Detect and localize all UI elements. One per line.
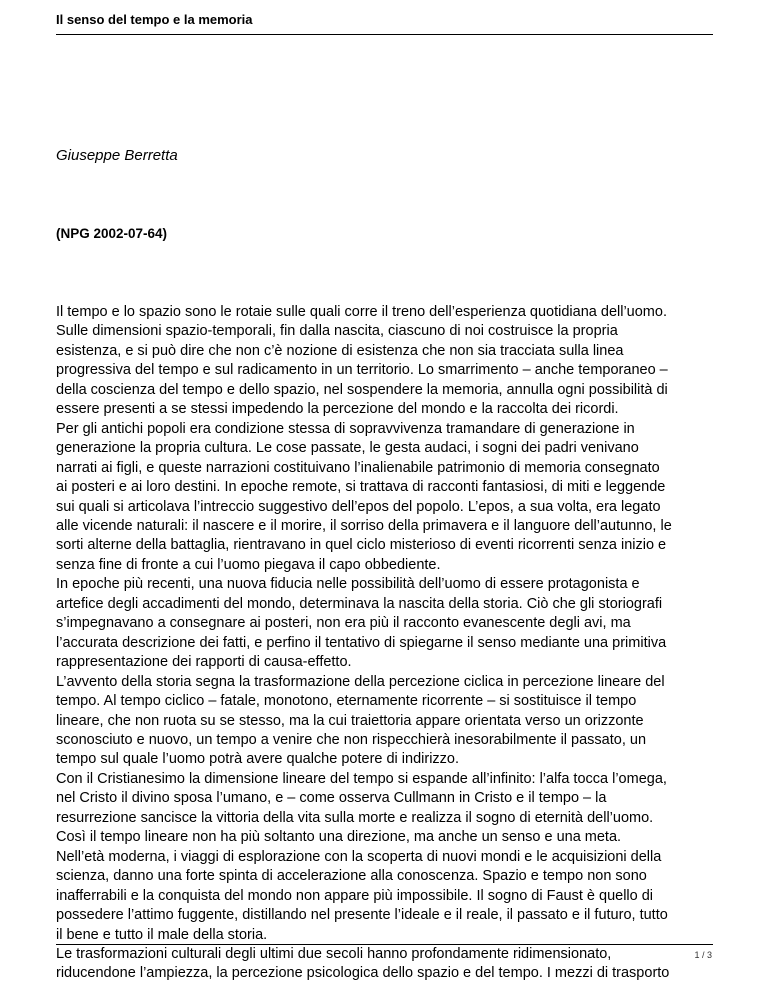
body-line: essere presenti a se stessi impedendo la percezione del mondo e la raccolta dei ricordi.	[56, 401, 619, 418]
body-line: lineare, che non ruota su se stesso, ma la cui traiettoria appare orientata verso un orizzonte	[56, 712, 644, 729]
body-line: Nell’età moderna, i viaggi di esplorazione con la scoperta di nuovi mondi e le acquisizioni della	[56, 848, 662, 865]
body-line: generazione la propria cultura. Le cose passate, le gesta audaci, i sogni dei padri venivano	[56, 440, 639, 457]
footer-divider	[56, 944, 713, 945]
author-name: Giuseppe Berretta	[56, 147, 178, 164]
body-line: inafferrabili e la conquista del mondo non appare più impossibile. Il sogno di Faust è quello di	[56, 887, 654, 904]
page-header-title: Il senso del tempo e la memoria	[56, 12, 253, 27]
body-line: Il tempo e lo spazio sono le rotaie sulle quali corre il treno dell’esperienza quotidiana dell’uomo.	[56, 304, 667, 320]
body-line: possedere l’attimo fuggente, distillando nel presente l’ideale e il reale, il passato e il futuro, tutto	[56, 907, 668, 924]
body-line: l’accurata descrizione dei fatti, e perfino il tentativo di spiegarne il senso mediante una primitiva	[56, 634, 667, 651]
body-line: Così il tempo lineare non ha più soltanto una direzione, ma anche un senso e una meta.	[56, 829, 622, 846]
body-line: s’impegnavano a consegnare ai posteri, non era più il racconto evanescente degli avi, ma	[56, 615, 631, 632]
body-line: senza fine di fronte a cui l’uomo piegava il capo obbediente.	[56, 556, 441, 573]
body-line: Per gli antichi popoli era condizione stessa di sopravvivenza tramandare di generazione in	[56, 420, 635, 437]
body-line: rappresentazione dei rapporti di causa-effetto.	[56, 654, 352, 671]
body-line: sorti alterne della battaglia, rientravano in quel ciclo misterioso di eventi ricorrenti senza inizio e	[56, 537, 667, 554]
body-line: artefice degli accadimenti del mondo, determinava la nascita della storia. Ciò che gli storiografi	[56, 595, 663, 612]
body-line: tempo sul quale l’uomo potrà avere qualche potere di indirizzo.	[56, 751, 460, 768]
body-line: tempo. Al tempo ciclico – fatale, monotono, eternamente ricorrente – si sostituisce il tempo	[56, 693, 637, 710]
article-reference: (NPG 2002-07-64)	[56, 226, 168, 241]
body-line: progressiva del tempo e sul radicamento in un territorio. Lo smarrimento – anche temporaneo –	[56, 362, 668, 379]
header-divider	[56, 34, 713, 35]
body-line: il bene e tutto il male della storia.	[56, 926, 268, 943]
body-line: nel Cristo il divino sposa l’umano, e – come osserva Cullmann in Cristo e il tempo – la	[56, 790, 607, 807]
body-line: narrati ai figli, e queste narrazioni costituivano l’inalienabile patrimonio di memoria consegnato	[56, 459, 660, 476]
body-line: sconosciuto e nuovo, un tempo a venire che non rispecchierà inesorabilmente il passato, un	[56, 731, 647, 748]
article-body	[56, 303, 716, 984]
body-line: alle vicende naturali: il nascere e il morire, il sorriso della primavera e il languore dell’autunno, le	[56, 517, 672, 534]
page-number: 1 / 3	[694, 950, 712, 960]
body-line: scienza, danno una forte spinta di accelerazione alla conoscenza. Spazio e tempo non sono	[56, 868, 647, 885]
body-line: resurrezione sancisce la vittoria della vita sulla morte e realizza il sogno di eternità dell’uomo.	[56, 809, 654, 826]
body-line: della coscienza del tempo e dello spazio, nel sospendere la memoria, annulla ogni possibilità di	[56, 381, 668, 398]
body-line: In epoche più recenti, una nuova fiducia nelle possibilità dell’uomo di essere protagonista e	[56, 576, 640, 593]
body-line: esistenza, e si può dire che non c’è nozione di esistenza che non sia tracciata sulla linea	[56, 342, 624, 359]
body-line: sui quali si articolava l’intreccio suggestivo dell’epos del popolo. L’epos, a sua volta, era legato	[56, 498, 661, 515]
body-line: Sulle dimensioni spazio-temporali, fin dalla nascita, ciascuno di noi costruisce la propria	[56, 323, 618, 340]
body-line: L’avvento della storia segna la trasformazione della percezione ciclica in percezione lineare del	[56, 673, 665, 690]
body-line: riducendone l’ampiezza, la percezione psicologica dello spazio e del tempo. I mezzi di trasporto	[56, 965, 670, 982]
body-line: Con il Cristianesimo la dimensione lineare del tempo si espande all’infinito: l’alfa tocca l’omega,	[56, 770, 667, 787]
body-line: Le trasformazioni culturali degli ultimi due secoli hanno profondamente ridimensionato,	[56, 945, 612, 962]
body-line: ai posteri e ai loro destini. In epoche remote, si trattava di racconti fantasiosi, di miti e leggende	[56, 479, 666, 496]
